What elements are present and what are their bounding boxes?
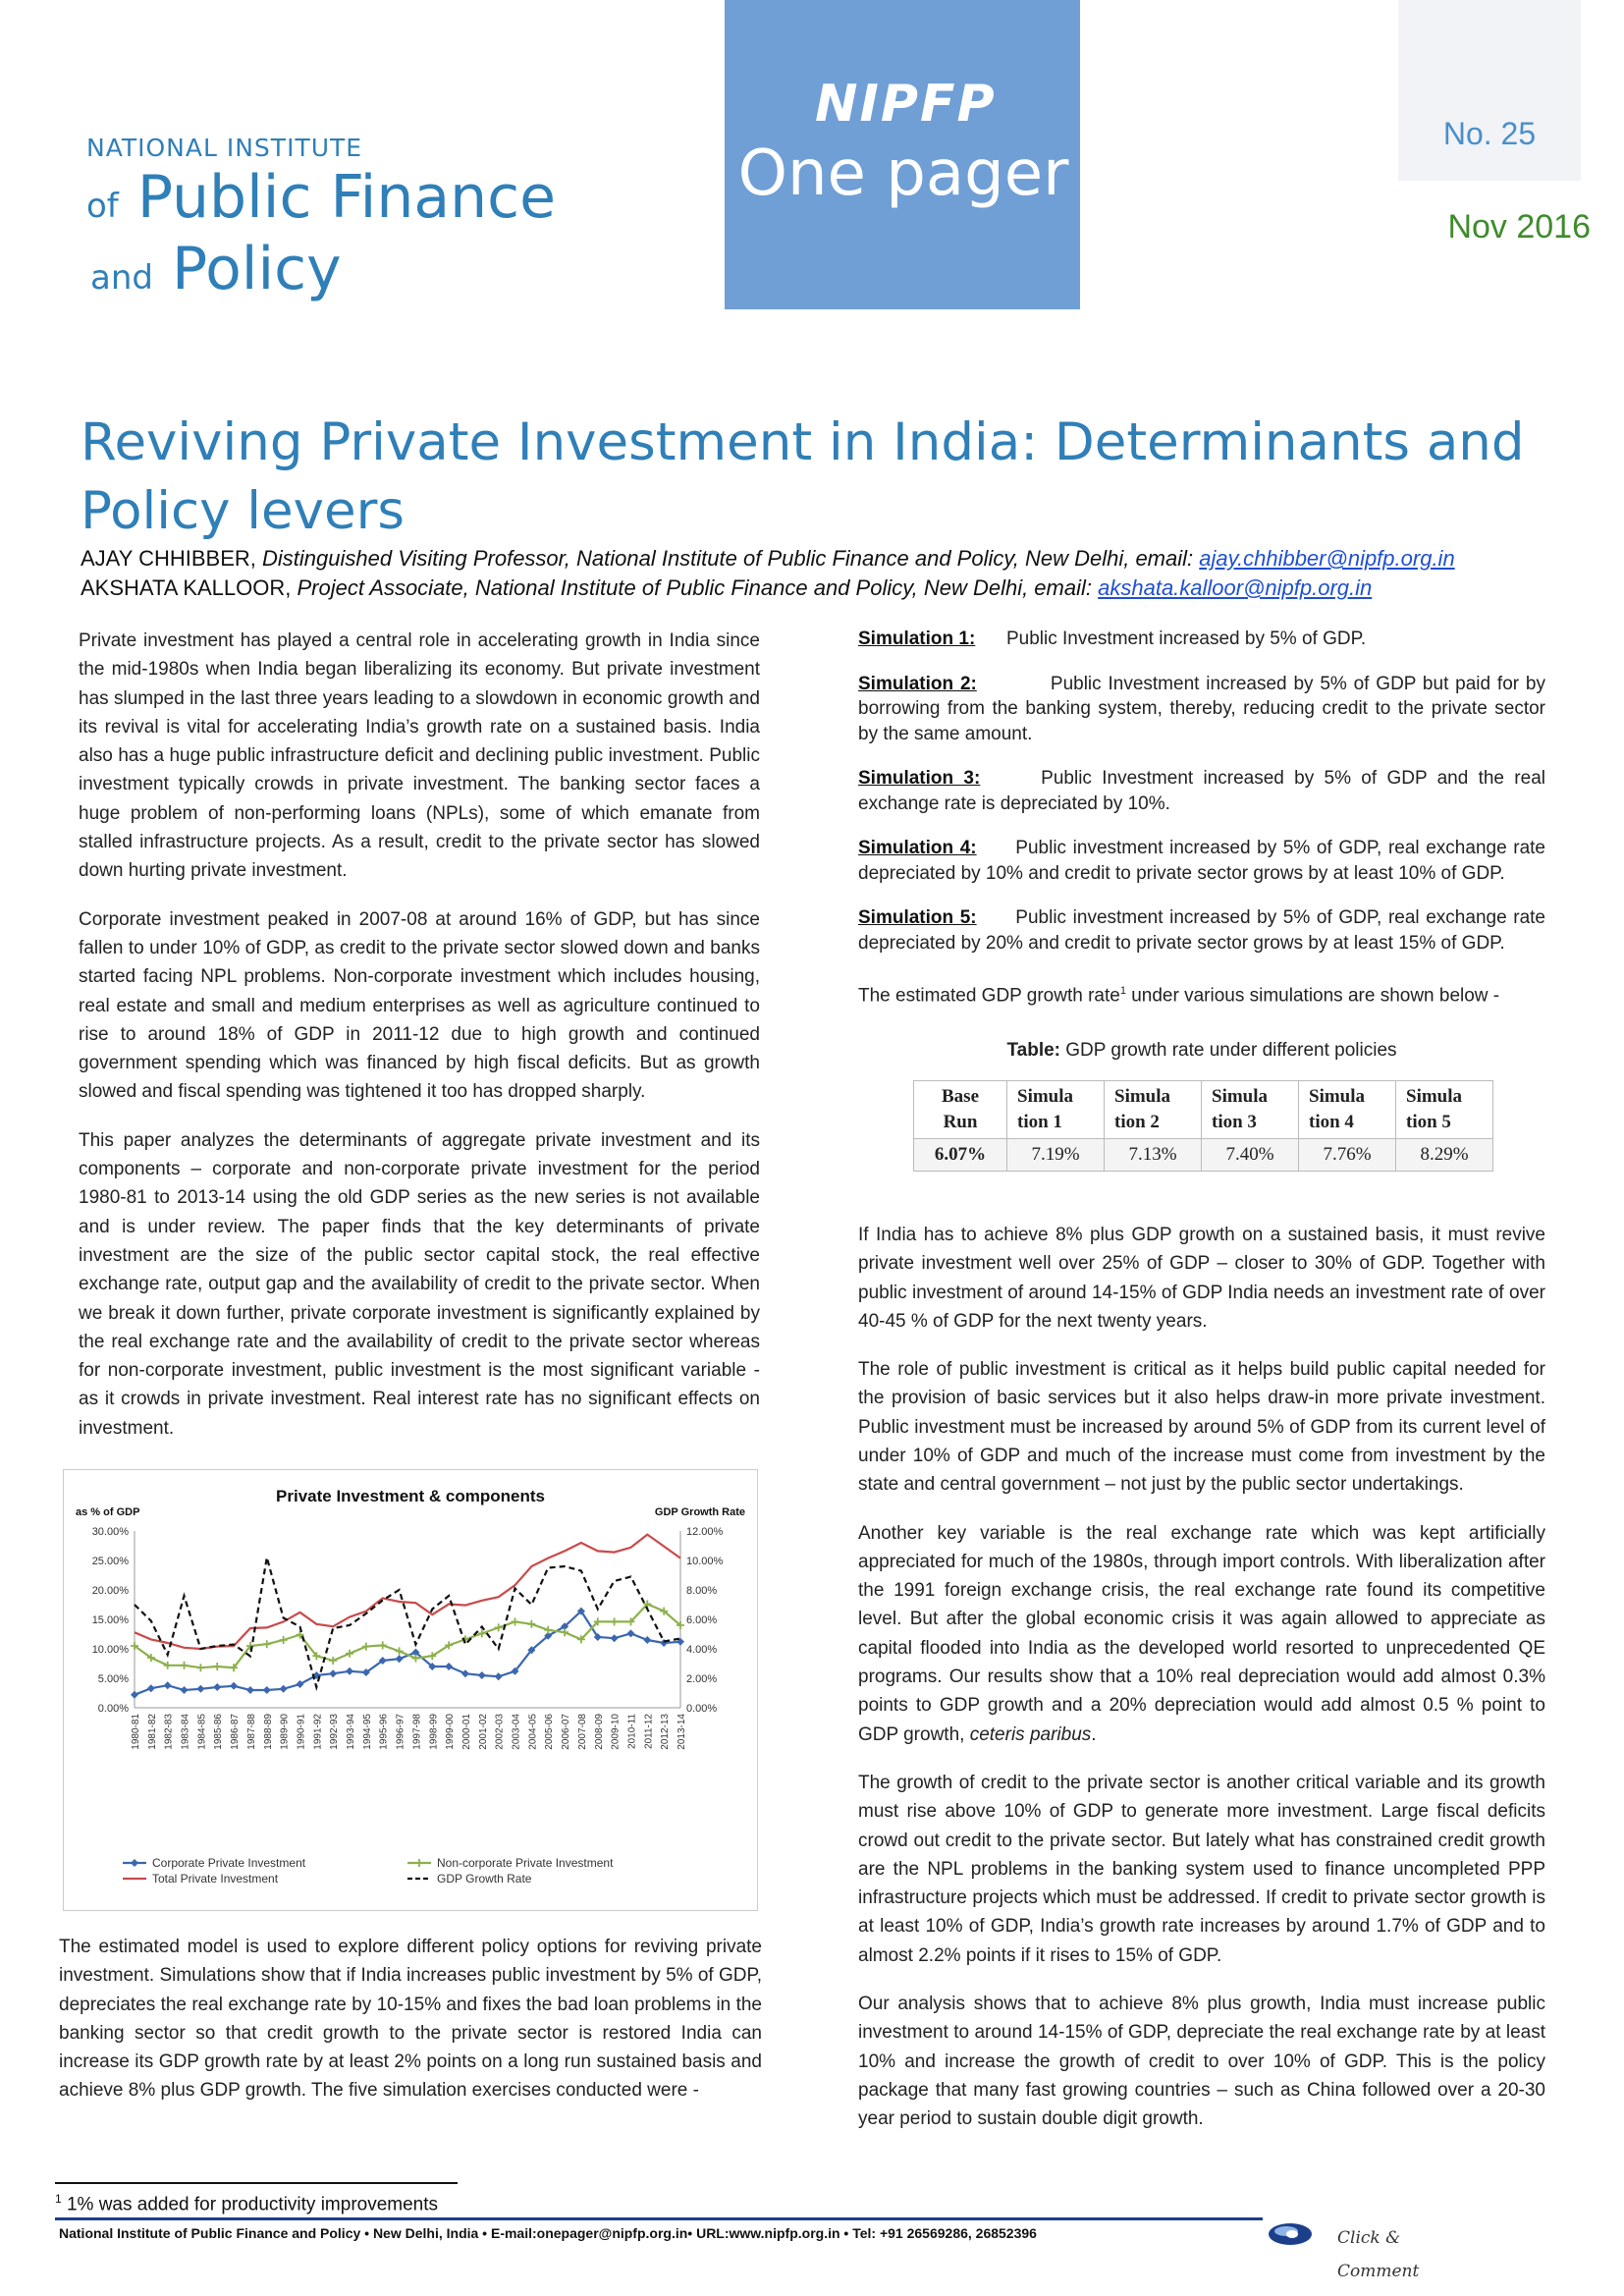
table-header-cell: Base Run [914,1080,1007,1138]
simulation-intro-paragraph: The estimated model is used to explore different policy options for reviving private investment. Simulations show that if India increases public investment by 5% of GDP, depreciates the real exchange rate by 10-15% and fixes the bad loan problems in the banking sector so that credit growth to the private sector is restored India can increase its GDP growth rate by at least 2% points on a long run sustained basis and achieve 8% plus GDP growth. The five simulation exercises conducted were - [59,1937,762,2102]
chart-point [643,1636,651,1644]
chart-point [561,1628,568,1636]
intro-paragraph: Private investment has played a central role in accelerating growth in India since the mid-1980s when India began liberalizing its economy. But private investment has slumped in the last three years leading to a slowdown in economic growth and its revival is vital for accelerating India’s growth rate on a sustained basis. India also has a huge public infrastructure deficit and declining public investment. Public investment typically crowds in private investment. The banking sector faces a huge problem of non-performing loans (NPLs), some of which emanate from stalled infrastructure projects. As a result, credit to the private sector has slowed down hurting private investment. [79,630,760,882]
chart-point [379,1641,387,1649]
chart-x-tick: 2003-04 [511,1714,522,1750]
chart-y-tick-right: 2.00% [686,1673,718,1685]
chart-x-tick: 1987-88 [245,1714,257,1750]
left-column [79,627,760,1462]
comment-icon[interactable] [1267,2221,1314,2247]
exchange-rate-paragraph [858,1519,1545,1749]
chart-y-tick-right: 0.00% [686,1703,718,1715]
chart-point [611,1617,619,1625]
chart-legend-marker [131,1859,138,1867]
chart-y-tick-left: 5.00% [97,1673,129,1685]
chart-point [478,1629,486,1637]
institute-of: of [86,187,119,226]
footer-divider [55,2217,1263,2220]
author-name: AJAY CHHIBBER, [81,546,256,571]
chart-x-tick: 1994-95 [361,1714,373,1750]
chart-svg [64,1470,757,1910]
conclusion-paragraph: Our analysis shows that to achieve 8% plus growth, India must increase public investment to around 14-15% of GDP, depreciate the real exchange rate by at least 10% and increase the growth of credit to over 10% of GDP. This is the policy package that many fast growing countries – such as China followed over a 20-30 year period to sustain double digit growth. [858,1994,1545,2130]
chart-point [527,1620,535,1628]
simulation-item [858,627,1545,652]
chart-x-tick: 2002-03 [494,1714,506,1750]
corporate-paragraph: Corporate investment peaked in 2007-08 at around 16% of GDP, but has since fallen to under 10% of GDP, as credit to the private sector slowed down and banks started facing NPL problems. Non-corporate investment which includes housing, real estate and small and medium enterprises as well as agriculture continued to rise to around 18% of GDP in 2011-12 due to high growth and continued government spending which was financed by high fiscal deficits. But as growth slowed and fiscal spending was tightened it too has dropped sharply. [79,908,760,1103]
chart-x-tick: 1992-93 [329,1714,341,1750]
simulation-text: Public Investment increased by 5% of GDP. [1005,629,1367,649]
simulation-label: Simulation 4: [858,838,977,858]
nipfp-logo: NIPFP [815,75,997,134]
chart-x-tick: 1990-91 [296,1714,307,1750]
table-header-cell: Simula tion 3 [1202,1080,1299,1138]
author-affiliation: Project Associate, National Institute of Public Finance and Policy, New Delhi, email: [297,575,1092,600]
institute-line2 [86,163,636,238]
chart-x-tick: 2013-14 [677,1714,687,1750]
exchange-rate-text: Another key variable is the real exchange rate which was kept artificially appreciated for much of the 1980s, through import controls. With liberalization after the 1991 foreign exchange crisis, the real exchange rate found its competitive level. But after the global economic crisis it was again allowed to appreciate as capital flooded into India as the developed world resorted to unprecedented QE programs. Our results show that a 10% real depreciation would add almost 0.3% points to GDP growth and a 20% depreciation would add almost 0.5 % point to GDP growth, [858,1522,1545,1745]
simulation-text: Public investment increased by 5% of GDP, real exchange rate depreciated by 10% and credit to private sector grows by at least 10% of GDP. [858,838,1545,884]
exchange-rate-italic: ceteris paribus [969,1723,1092,1745]
issue-box [1398,0,1581,181]
chart-legend-label: GDP Growth Rate [437,1872,532,1886]
chart-point [329,1657,337,1665]
chart-point [164,1681,172,1689]
chart-point [280,1636,288,1644]
footnote-divider [55,2182,458,2184]
table-row [914,1138,1493,1171]
chart-point [346,1650,353,1658]
chart-x-tick: 1988-89 [262,1714,274,1750]
chart-point [611,1634,619,1642]
institute-name [86,134,636,309]
simulation-list [858,627,1545,956]
chart-x-tick: 2009-10 [610,1714,622,1750]
simulation-label: Simulation 1: [858,629,976,649]
chart-x-tick: 1993-94 [346,1714,357,1750]
chart-point [230,1682,238,1690]
chart-x-tick: 1991-92 [312,1714,324,1750]
chart-y-tick-right: 8.00% [686,1585,718,1597]
chart-point [461,1669,469,1677]
chart-point [296,1680,303,1688]
chart-point [196,1685,204,1693]
chart-point [626,1629,634,1637]
chart-x-tick: 2008-09 [593,1714,605,1750]
chart-x-tick: 2004-05 [527,1714,539,1750]
institute-and: and [90,258,153,298]
chart-x-tick: 2007-08 [576,1714,588,1750]
chart-x-tick: 1980-81 [131,1714,141,1750]
author-email-link[interactable]: akshata.kalloor@nipfp.org.in [1098,575,1373,600]
series-title: One pager [737,137,1069,210]
click-comment-link[interactable] [1337,2221,1426,2288]
table-caption-text: GDP growth rate under different policies [1060,1039,1397,1061]
chart-x-tick: 2006-07 [561,1714,572,1750]
chart-point [346,1667,353,1675]
article-title: Reviving Private Investment in India: Determinants and Policy levers [81,412,1525,541]
institute-public-finance: Public Finance [136,163,557,232]
chart-x-tick: 2012-13 [660,1714,672,1750]
table-header-cell: Simula tion 4 [1299,1080,1396,1138]
author-affiliation: Distinguished Visiting Professor, National Institute of Public Finance and Policy, New Delhi, email: [262,546,1194,571]
chart-x-tick: 2010-11 [626,1714,638,1749]
chart-y-tick-right: 4.00% [686,1644,718,1656]
simulation-text: Public Investment increased by 5% of GDP and the real exchange rate is depreciated by 10%. [858,768,1545,814]
chart-x-tick: 1989-90 [279,1714,291,1750]
footnote-ref[interactable]: 1 [1119,985,1126,997]
footnote-marker: 1 [55,2192,62,2206]
chart-point [495,1672,503,1680]
chart-x-tick: 2001-02 [477,1714,489,1750]
chart-x-tick: 1985-86 [213,1714,225,1750]
simulation-item [858,836,1545,886]
chart-point [263,1640,271,1648]
chart-point [512,1617,519,1625]
chart-point [213,1663,221,1670]
simulation-item [858,766,1545,816]
chart-ylabel-left: as % of GDP [76,1506,140,1518]
table-caption-label: Table: [1006,1039,1060,1061]
right-column [858,627,1545,2154]
chart-legend-label: Corporate Private Investment [152,1856,306,1870]
chart-point [131,1691,138,1699]
chart-point [181,1686,189,1694]
chart-y-tick-left: 30.00% [91,1526,129,1538]
chart-point [329,1669,337,1677]
comment-line: Comment [1337,2262,1420,2281]
institute-line3 [86,235,636,309]
table-cell: 7.76% [1299,1138,1396,1171]
chart-x-tick: 1995-96 [378,1714,390,1750]
simulation-label: Simulation 5: [858,907,977,928]
chart-x-tick: 2000-01 [460,1714,472,1750]
issue-number: No. 25 [1442,116,1537,151]
chart-y-tick-right: 10.00% [686,1556,724,1567]
chart-point [164,1662,172,1669]
chart-y-tick-left: 15.00% [91,1614,129,1626]
chart-x-tick: 1996-97 [395,1714,406,1750]
analysis-paragraph: This paper analyzes the determinants of aggregate private investment and its components – corporate and non-corporate private investment for the period 1980-81 to 2013-14 using the old GDP series as the new series is not available and is under review. The paper finds that the key determinants of private investment are the size of the public sector capital stock, the real effective exchange rate, output gap and the availability of credit to the private sector. When we break it down further, private corporate investment is significantly explained by the real exchange rate and the availability of credit to the private sector whereas for non-corporate investment, public investment is the most significant variable - as it crowds in private investment. Real interest rate has no significant effects on investment. [79,1129,760,1439]
chart-point [396,1647,404,1655]
credit-paragraph: The growth of credit to the private sector is another critical variable and its growth must rise above 10% of GDP to generate more investment. Large fiscal deficits crowd out credit to the private sector. But lately what has constrained credit growth are the NPL problems in the banking system used to finance uncompleted PPP infrastructure projects which must be addressed. If credit to private sector growth is at least 10% of GDP, India’s growth rate increases by around 1.7% of GDP and to almost 2.2% points if it rises to 15% of GDP. [858,1772,1545,1966]
chart-point [147,1684,155,1692]
table-caption [858,1036,1545,1065]
chart-x-tick: 1981-82 [146,1714,158,1750]
growth-intro-text: The estimated GDP growth rate [858,985,1120,1007]
private-investment-chart [63,1469,758,1911]
chart-point [246,1686,254,1694]
click-line: Click & [1337,2228,1401,2248]
table-header-cell: Simula tion 2 [1105,1080,1202,1138]
public-investment-paragraph: The role of public investment is critical as it helps build public capital needed for the provision of basic services but it also helps draw-in more private investment. Public investment must be increased by around 5% of GDP from its current level of under 10% of GDP and much of the increase must come from investment by the state and central government – not just by the public sector undertakings. [858,1359,1545,1496]
chart-x-tick: 2005-06 [544,1714,556,1750]
target-paragraph: If India has to achieve 8% plus GDP growth on a sustained basis, it must revive private investment well over 25% of GDP – closer to 30% of GDP. Together with public investment of around 14-15% of GDP India needs an investment rate of over 40-45 % of GDP for the next twenty years. [858,1224,1545,1332]
issue-date: Nov 2016 [1447,208,1591,246]
simulation-item [858,905,1545,956]
chart-x-tick: 1983-84 [180,1714,191,1750]
chart-point [280,1685,288,1693]
chart-legend-label: Total Private Investment [152,1872,279,1886]
footer-contact: National Institute of Public Finance and Policy • New Delhi, India • E-mail:onepager@nipfp.org.in• URL:www.nipfp.org.in • Tel: +91 26569286, 26852396 [59,2225,1037,2241]
institute-line1: NATIONAL INSTITUTE [86,134,363,162]
institute-policy: Policy [172,235,342,303]
author-email-link[interactable]: ajay.chhibber@nipfp.org.in [1199,546,1455,571]
chart-y-tick-right: 6.00% [686,1614,718,1626]
chart-y-tick-left: 10.00% [91,1644,129,1656]
chart-point [396,1655,404,1663]
table-header-cell: Simula tion 1 [1007,1080,1105,1138]
table-cell: 7.19% [1007,1138,1105,1171]
author-list [81,544,1573,603]
simulation-label: Simulation 2: [858,673,977,694]
chart-y-tick-left: 20.00% [91,1585,129,1597]
chart-legend-marker [415,1859,423,1867]
gdp-growth-table [913,1080,1493,1172]
chart-point [213,1683,221,1691]
chart-point [263,1686,271,1694]
simulation-item [858,672,1545,747]
table-header-row [914,1080,1493,1138]
chart-y-tick-left: 25.00% [91,1556,129,1567]
chart-x-tick: 1982-83 [163,1714,175,1750]
chart-point [445,1663,453,1670]
simulation-label: Simulation 3: [858,768,981,789]
table-cell: 6.07% [914,1138,1007,1171]
author-1 [81,544,1573,574]
chart-x-tick: 1999-00 [445,1714,457,1750]
chart-point [181,1662,189,1669]
chart-x-tick: 1998-99 [428,1714,440,1750]
chart-x-tick: 2011-12 [643,1714,655,1749]
chart-x-tick: 1984-85 [196,1714,208,1750]
chart-point [362,1643,370,1651]
chart-x-tick: 1997-98 [411,1714,423,1750]
chart-y-tick-right: 12.00% [686,1526,724,1538]
table-cell: 7.13% [1105,1138,1202,1171]
chart-x-tick: 1986-87 [230,1714,242,1750]
chart-series-line [135,1535,680,1649]
growth-intro [858,977,1545,1011]
simulation-text: Public investment increased by 5% of GDP, real exchange rate depreciated by 20% and credit to private sector grows by at least 15% of GDP. [858,907,1545,954]
chart-point [478,1671,486,1679]
table-cell: 7.40% [1202,1138,1299,1171]
exchange-rate-end: . [1091,1723,1097,1745]
author-name: AKSHATA KALLOOR, [81,575,292,600]
chart-y-tick-left: 0.00% [97,1703,129,1715]
chart-point [495,1623,503,1631]
table-header-cell: Simula tion 5 [1396,1080,1493,1138]
table-cell: 8.29% [1396,1138,1493,1171]
chart-legend-label: Non-corporate Private Investment [437,1856,614,1870]
simulation-intro [59,1933,762,2125]
chart-point [544,1626,552,1634]
chart-ylabel-right: GDP Growth Rate [654,1506,745,1518]
footnote [55,2192,438,2215]
footnote-text: 1% was added for productivity improvements [61,2194,439,2215]
growth-intro-end: under various simulations are shown below - [1125,985,1500,1007]
chart-title: Private Investment & components [276,1487,545,1505]
simulation-text: Public Investment increased by 5% of GDP but paid for by borrowing from the banking system, thereby, reducing credit to the private sector by the same amount. [858,673,1545,744]
author-2 [81,574,1573,603]
chart-point [196,1664,204,1671]
